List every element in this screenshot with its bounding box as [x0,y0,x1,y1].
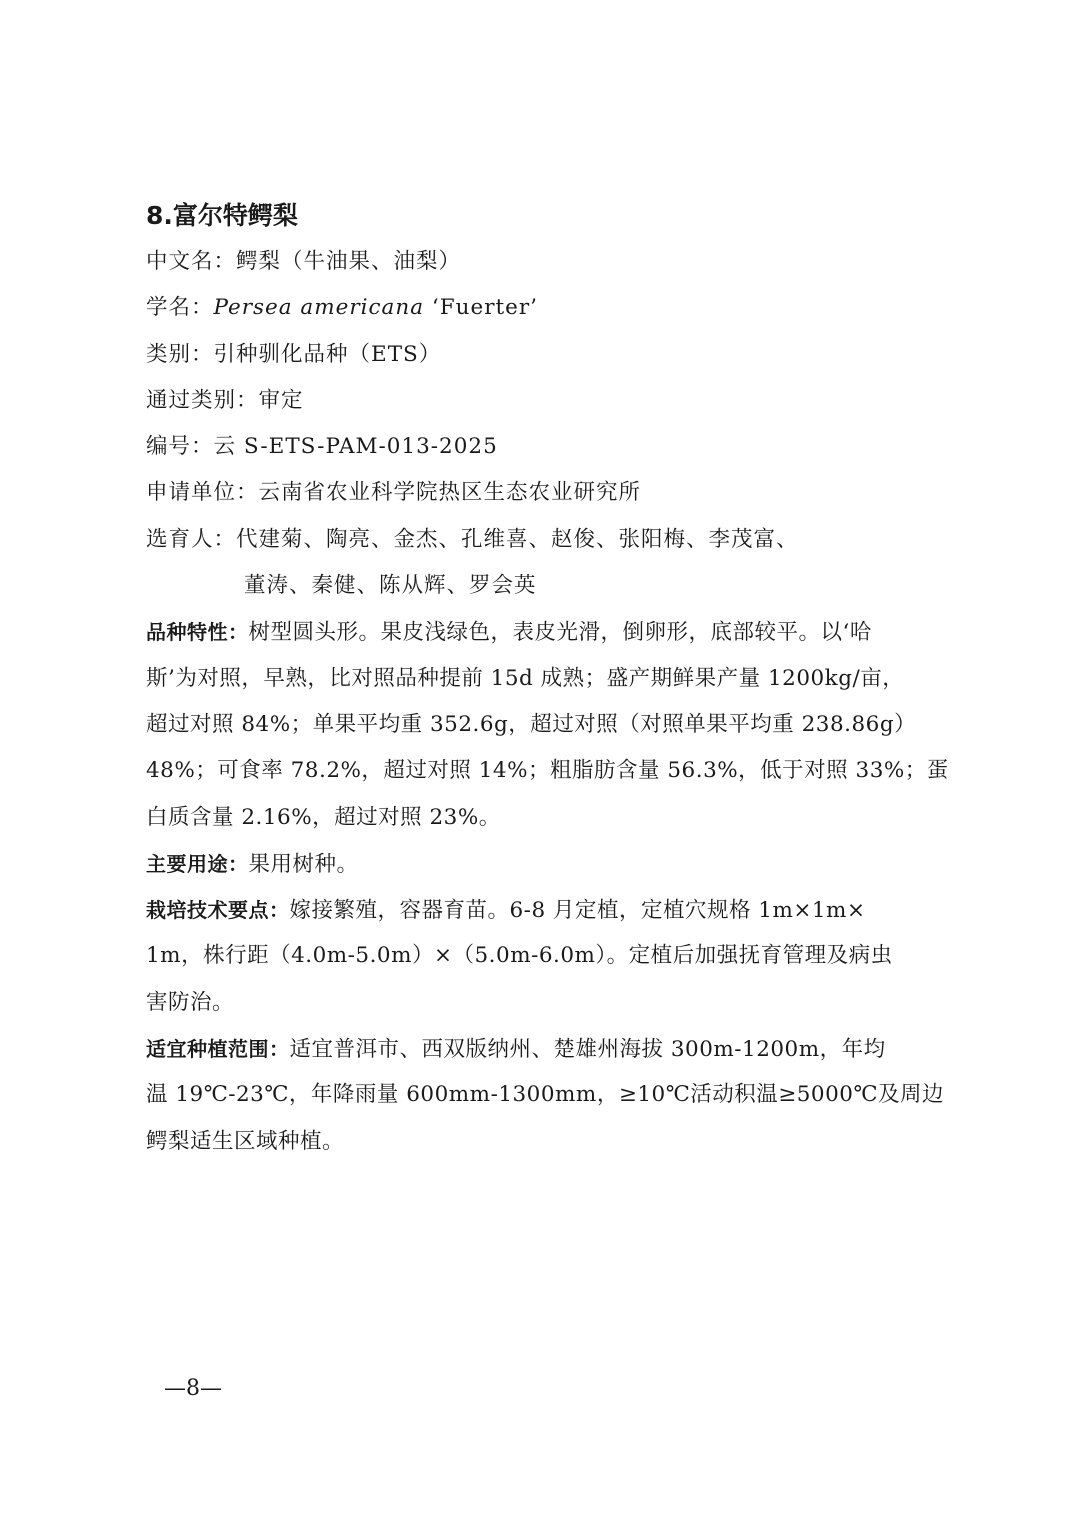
characteristics-text: 超过对照 84%；单果平均重 352.6g，超过对照（对照单果平均重 238.86g） [146,711,917,737]
breeders-value-line2: 董涛、秦健、陈从辉、罗会英 [244,573,537,599]
characteristics-text: 48%；可食率 78.2%，超过对照 14%；粗脂肪含量 56.3%，低于对照 33%；蛋 [146,758,949,784]
characteristics-text: 树型圆头形。果皮浅绿色，表皮光滑，倒卵形，底部较平。以‘哈 [248,620,872,646]
range-label: 适宜种植范围： [146,1037,290,1062]
scientific-name-cultivar: ‘Fuerter’ [424,295,538,321]
document-content [146,196,949,1165]
cultivation-text: 嫁接繁殖，容器育苗。6-8 月定植，定植穴规格 1m×1m× [289,898,866,924]
range-line [146,1026,946,1072]
range-section [146,1026,946,1165]
characteristics-text: 斯’为对照，早熟，比对照品种提前 15d 成熟；盛产期鲜果产量 1200kg/亩， [146,665,905,691]
cultivation-line [146,887,946,933]
range-text: 温 19℃-23℃，年降雨量 600mm-1300mm，≥10℃活动积温≥5000℃及周边 [146,1082,945,1108]
range-text: 适宜普洱市、西双版纳州、楚雄州海拔 300m-1200m，年均 [289,1037,886,1063]
number-line [146,424,946,470]
breeders-continuation-line [146,563,946,609]
characteristics-line [146,609,946,655]
characteristics-text: 白质含量 2.16%，超过对照 23%。 [146,804,501,830]
variety-title: 8.富尔特鳄梨 [146,201,298,230]
category-value: 引种驯化品种（ETS） [213,341,442,367]
scientific-name-line [146,285,946,331]
characteristics-label: 品种特性： [146,620,249,645]
page-number: —8— [164,1376,222,1401]
cultivation-text: 害防治。 [146,989,235,1015]
applicant-value: 云南省农业科学院热区生态农业研究所 [258,480,642,506]
applicant-line [146,470,946,516]
breeders-line [146,517,946,563]
chinese-name-value: 鳄梨（牛油果、油梨） [236,249,462,274]
breeders-label: 选育人： [146,526,237,552]
cultivation-section [146,887,946,1026]
usage-section [146,841,946,887]
chinese-name-label: 中文名： [146,249,237,274]
applicant-label: 申请单位： [146,480,259,506]
usage-line [146,841,946,887]
number-value: 云 S-ETS-PAM-013-2025 [213,434,498,460]
cultivation-label: 栽培技术要点： [146,898,290,923]
cultivation-text: 1m，株行距（4.0m-5.0m）×（5.0m-6.0m）。定植后加强抚育管理及病虫 [146,943,893,969]
breeders-value-line1: 代建菊、陶亮、金杰、孔维喜、赵俊、张阳梅、李茂富、 [236,526,799,552]
category-label: 类别： [146,341,214,367]
category-line [146,332,946,378]
scientific-name-label: 学名： [146,295,214,321]
range-text: 鳄梨适生区域种植。 [146,1128,345,1154]
pass-type-line [146,378,946,424]
characteristics-section [146,609,949,840]
usage-value: 果用树种。 [248,851,359,877]
number-label: 编号： [146,434,214,460]
usage-label: 主要用途： [146,851,249,876]
chinese-name-line [146,239,946,285]
scientific-name-binomial: Persea americana [213,295,425,321]
pass-type-value: 审定 [258,387,304,413]
pass-type-label: 通过类别： [146,387,259,413]
